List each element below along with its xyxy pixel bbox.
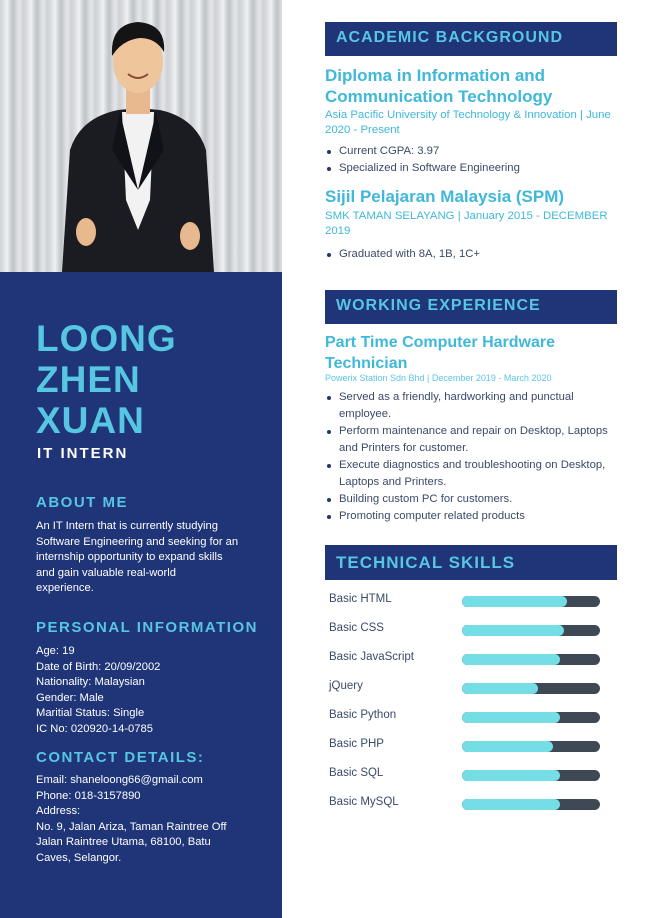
skill-bar-fill <box>462 712 560 723</box>
skill-label: Basic SQL <box>329 767 384 779</box>
skill-bar-fill <box>462 625 564 636</box>
skill-bar-fill <box>462 770 560 781</box>
experience-heading: WORKING EXPERIENCE <box>325 290 617 324</box>
skills-heading: TECHNICAL SKILLS <box>325 545 617 580</box>
skill-row <box>329 765 609 785</box>
about-line: internship opportunity to expand skills <box>36 551 223 564</box>
skill-label: Basic CSS <box>329 622 384 634</box>
bullet-item: Current CGPA: 3.97 <box>325 143 615 160</box>
skill-label: Basic JavaScript <box>329 651 415 663</box>
experience-bullets <box>325 389 615 525</box>
skill-row <box>329 794 609 814</box>
academic-entry-title: Diploma in Information and Communication Technology <box>325 66 553 106</box>
skill-row <box>329 678 609 698</box>
full-name <box>36 318 177 441</box>
skill-row <box>329 620 609 640</box>
skill-label: Basic HTML <box>329 593 392 605</box>
contact-line: Caves, Selangor. <box>36 851 122 864</box>
academic-entry-bullets <box>325 143 615 177</box>
left-column <box>0 0 282 918</box>
about-text <box>36 519 271 597</box>
skill-row <box>329 707 609 727</box>
contact-email[interactable]: Email: shaneloong66@gmail.com <box>36 774 203 786</box>
skill-bar <box>462 683 600 694</box>
name-line-1: LOONG <box>36 318 177 359</box>
experience-subtitle: Powerix Station Sdn Bhd | December 2019 - March 2020 <box>325 373 552 383</box>
skill-label: Basic Python <box>329 709 397 721</box>
contact-line: No. 9, Jalan Ariza, Taman Raintree Off <box>36 820 227 833</box>
bullet-item: Specialized in Software Engineering <box>325 160 615 177</box>
bullet-item: Graduated with 8A, 1B, 1C+ <box>325 246 615 263</box>
personal-line: Nationality: Malaysian <box>36 676 145 689</box>
personal-line: Gender: Male <box>36 691 104 704</box>
skill-row <box>329 736 609 756</box>
skill-row <box>329 591 609 611</box>
academic-entry-subtitle: SMK TAMAN SELAYANG | January 2015 - DECEMBER 2019 <box>325 210 608 237</box>
bullet-item: Building custom PC for customers. <box>325 491 615 508</box>
academic-entry-bullets <box>325 246 615 263</box>
job-role: IT INTERN <box>37 445 129 462</box>
personal-info-text <box>36 644 271 738</box>
experience-title: Part Time Computer Hardware Technician <box>325 334 555 372</box>
contact-heading: CONTACT DETAILS: <box>36 749 205 766</box>
name-line-2: ZHEN <box>36 359 141 400</box>
contact-line: Jalan Raintree Utama, 68100, Batu <box>36 836 211 849</box>
academic-heading: ACADEMIC BACKGROUND <box>325 22 617 56</box>
skill-bar <box>462 596 600 607</box>
profile-photo <box>0 0 282 272</box>
academic-entry-title: Sijil Pelajaran Malaysia (SPM) <box>325 187 565 206</box>
about-line: An IT Intern that is currently studying <box>36 520 218 532</box>
skill-bar <box>462 712 600 723</box>
contact-line: Address: <box>36 805 81 818</box>
skill-bar <box>462 799 600 810</box>
contact-phone[interactable]: Phone: 018-3157890 <box>36 789 141 802</box>
skill-bar <box>462 741 600 752</box>
skill-label: Basic PHP <box>329 738 384 750</box>
portrait-illustration <box>0 0 282 272</box>
bullet-item: Promoting computer related products <box>325 508 615 525</box>
skill-bar <box>462 654 600 665</box>
skill-bar-fill <box>462 654 560 665</box>
personal-info-heading: PERSONAL INFORMATION <box>36 619 258 636</box>
contact-text <box>36 773 271 867</box>
personal-line: Date of Birth: 20/09/2002 <box>36 660 161 673</box>
about-line: and gain valuable real-world <box>36 566 176 579</box>
skill-bar <box>462 625 600 636</box>
name-line-3: XUAN <box>36 400 145 441</box>
bullet-item: Perform maintenance and repair on Desktop, Laptops and Printers for customer. <box>325 423 615 457</box>
bullet-item: Execute diagnostics and troubleshooting on Desktop, Laptops and Printers. <box>325 457 615 491</box>
skill-label: jQuery <box>329 680 363 692</box>
skill-bar-fill <box>462 596 567 607</box>
about-heading: ABOUT ME <box>36 494 128 511</box>
skill-bar-fill <box>462 741 553 752</box>
skill-bar-fill <box>462 683 538 694</box>
skill-bar-fill <box>462 799 560 810</box>
bullet-item: Served as a friendly, hardworking and punctual employee. <box>325 389 615 423</box>
personal-line: Maritial Status: Single <box>36 707 145 720</box>
personal-line: Age: 19 <box>36 645 75 657</box>
about-line: Software Engineering and seeking for an <box>36 535 239 548</box>
skill-bar <box>462 770 600 781</box>
skill-label: Basic MySQL <box>329 796 399 808</box>
academic-entry-subtitle: Asia Pacific University of Technology & Innovation | June 2020 - Present <box>325 109 611 136</box>
about-line: experience. <box>36 582 94 595</box>
personal-line: IC No: 020920-14-0785 <box>36 722 153 735</box>
skill-row <box>329 649 609 669</box>
